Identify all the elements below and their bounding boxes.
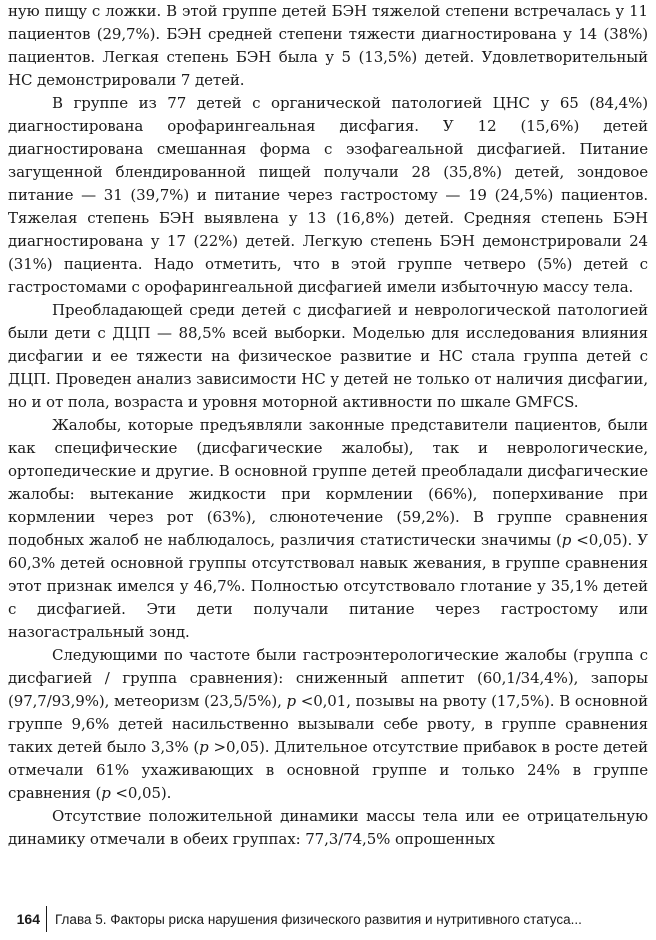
p-value-symbol: p — [561, 531, 572, 549]
paragraph-4-text-a: Жалобы, которые предъявляли законные представители пациентов, были как специфические (дисфагические жалобы), так и неврологические, ортопедические и другие. В основной группе детей преобладали дисфагические жалобы: вытекание жидкости при кормлении (66%), поперхивание при кормлении через рот (63%), слюнотечение (59,2%). В группе сравнения подобных жалоб не наблюдалось, различия статистически значимы ( — [8, 416, 648, 549]
paragraph-6: Отсутствие положительной динамики массы тела или ее отрицательную динамику отмечали в обеих группах: 77,3/74,5% опрошенных — [8, 807, 648, 848]
paragraph-3: Преобладающей среди детей с дисфагией и неврологической патологией были дети с ДЦП — 88,5% всей выборки. Моделью для исследования влияния дисфагии и ее тяжести на физическое развитие и НС стала группа детей с ДЦП. Проведен анализ зависимости НС у детей не только от наличия дисфагии, но и от пола, возраста и уровня моторной активности по шкале GMFCS. — [8, 301, 648, 411]
page-number: 164 — [16, 911, 40, 927]
paragraph-2: В группе из 77 детей с органической патологией ЦНС у 65 (84,4%) диагностирована орофарингеальная дисфагия. У 12 (15,6%) детей диагностирована смешанная форма с эзофагеальной дисфагией. Питание загущенной блендированной пищей получали 28 (35,8%) детей, зондовое питание — 31 (39,7%) и питание через гастростому — 19 (24,5%) пациентов. Тяжелая степень БЭН выявлена у 13 (16,8%) детей. Средняя степень БЭН диагностирована у 17 (22%) детей. Легкую степень БЭН демонстрировали 24 (31%) пациента. Надо отметить, что в этой группе четверо (5%) детей с гастростомами с орофарингеальной дисфагией имели избыточную массу тела. — [8, 94, 648, 296]
paragraph-5-text-c: >0,05). Длительное отсутствие прибавок в росте детей отмечали 61% ухаживающих в основной группе и только 24% в группе сравнения ( — [8, 738, 648, 802]
paragraph-5 — [8, 644, 648, 805]
running-title: Глава 5. Факторы риска нарушения физического развития и нутритивного статуса... — [55, 911, 582, 927]
p-value-symbol: p — [286, 692, 296, 710]
paragraph-5-text-d: <0,05). — [110, 784, 172, 802]
paragraph-4-text-b: <0,05). У 60,3% детей основной группы отсутствовал навык жевания, в группе сравнения этот признак имелся у 46,7%. Полностью отсутствовало глотание у 35,1% детей с дисфагией. Эти дети получали питание через гастростому или назогастральный зонд. — [8, 531, 649, 641]
footer-divider — [46, 906, 47, 932]
page-body — [8, 0, 648, 851]
paragraph-5-text-a: Следующими по частоте были гастроэнтерологические жалобы (группа с дисфагией / группа сравнения): сниженный аппетит (60,1/34,4%), запоры (97,7/93,9%), метеоризм (23,5/5%), — [8, 646, 648, 710]
paragraph-1: ную пищу с ложки. В этой группе детей БЭН тяжелой степени встречалась у 11 пациентов (29,7%). БЭН средней степени тяжести диагностирована у 14 (38%) пациентов. Легкая степень БЭН была у 5 (13,5%) детей. Удовлетворительный НС демонстрировали 7 детей. — [8, 2, 648, 89]
paragraph-5-text-b: <0,01, позывы на рвоту (17,5%). В основной группе 9,6% детей насильственно вызывали себе рвоту, в группе сравнения таких детей было 3,3% ( — [8, 692, 648, 756]
p-value-symbol: p — [101, 784, 111, 802]
paragraph-4 — [8, 414, 648, 644]
page-footer — [0, 904, 656, 934]
p-value-symbol: p — [199, 738, 209, 756]
